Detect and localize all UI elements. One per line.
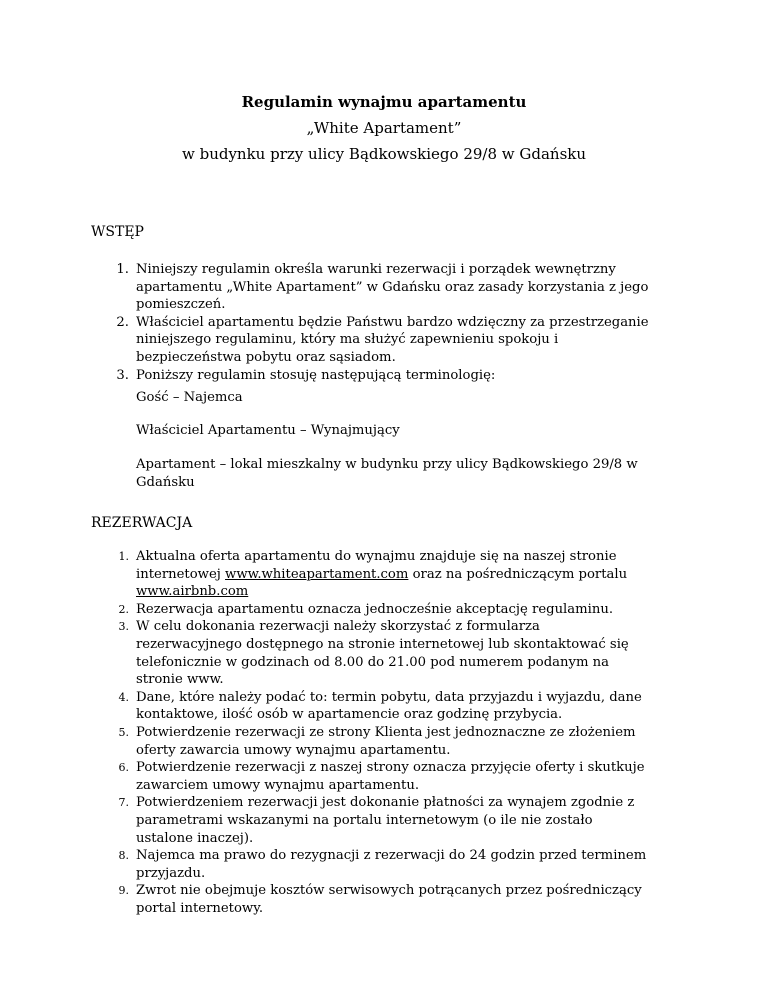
list-item-text: Potwierdzenie rezerwacji z naszej strony oznacza przyjęcie oferty i skutkuje zawarciem umowy wynajmu apartamentu. [136,760,645,793]
term-apartment: Apartament – lokal mieszkalny w budynku przy ulicy Bądkowskiego 29/8 w Gdańsku [136,457,638,490]
section-heading-reservation: REZERWACJA [91,515,193,531]
website-link[interactable]: www.whiteapartament.com [225,566,409,582]
list-item-text: Potwierdzeniem rezerwacji jest dokonanie płatności za wynajem zgodnie z parametrami wskazanymi na portalu internetowym (o ile nie zostało ustalone inaczej). [136,795,635,846]
list-item [89,314,649,367]
list-item-text: Potwierdzenie rezerwacji ze strony Klienta jest jednoznaczne ze złożeniem oferty zawarcia umowy wynajmu apartamentu. [136,724,636,758]
list-item [89,689,649,724]
list-number: 7. [118,796,129,810]
list-number: 4. [118,690,129,704]
title-line-1: Regulamin wynajmu apartamentu [241,93,527,111]
list-number: 2. [118,602,129,616]
list-number: 3. [116,367,129,383]
list-item-text: Zwrot nie obejmuje kosztów serwisowych potrącanych przez pośredniczący portal internetowy. [136,883,642,916]
list-item-text: Niniejszy regulamin określa warunki rezerwacji i porządek wewnętrzny apartamentu „White Apartament” w Gdańsku oraz zasady korzystania z jego pomieszczeń. [136,262,649,313]
list-item [89,794,649,847]
list-number: 1. [118,550,129,563]
list-item [89,759,649,794]
list-item [89,261,649,314]
title-line-2: „White Apartament” [306,119,462,137]
list-item-text: Poniższy regulamin stosuję następującą terminologię: [136,367,496,383]
list-item-text: W celu dokonania rezerwacji należy skorzystać z formularza rezerwacyjnego dostępnego na stronie internetowej lub skontaktować się telefonicznie w godzinach od 8.00 do 21.00 pod numerem podanym na stronie www. [136,619,629,688]
list-item-text-cont: oraz na pośredniczącym portalu [408,566,628,582]
list-item [89,618,649,688]
list-item-text: Właściciel apartamentu będzie Państwu bardzo wdzięczny za przestrzeganie niniejszego regulaminu, który ma służyć zapewnieniu spokoju i bezpieczeństwa pobytu oraz sąsiadom. [136,314,649,365]
list-number: 3. [118,620,129,634]
list-item [89,367,649,385]
list-number: 2. [116,314,129,330]
document-title [0,89,768,167]
list-number: 8. [118,849,129,863]
list-item [89,882,649,917]
list-item-text: Dane, które należy podać to: termin pobytu, data przyjazdu i wyjazdu, dane kontaktowe, ilość osób w apartamencie oraz godzinę przybycia. [136,689,642,723]
reservation-list [89,548,649,917]
list-item [89,847,649,882]
list-item-text: Rezerwacja apartamentu oznacza jednocześnie akceptację regulaminu. [136,601,614,617]
term-owner: Właściciel Apartamentu – Wynajmujący [136,423,400,438]
list-item-text: Najemca ma prawo do rezygnacji z rezerwacji do 24 godzin przed terminem przyjazdu. [136,848,647,881]
list-item [89,548,649,601]
airbnb-link[interactable]: www.airbnb.com [136,584,249,600]
title-line-3: w budynku przy ulicy Bądkowskiego 29/8 w Gdańsku [181,145,587,163]
list-item [89,724,649,759]
list-number: 5. [118,725,129,739]
list-item [89,601,649,619]
list-number: 1. [116,262,129,277]
list-number: 6. [118,761,129,775]
term-guest: Gość – Najemca [136,390,243,405]
list-number: 9. [118,884,129,898]
list-item-text: Aktualna oferta apartamentu do wynajmu znajduje się na naszej stronie internetowej [136,549,617,582]
section-heading-intro: WSTĘP [91,224,144,240]
intro-list [89,261,649,384]
